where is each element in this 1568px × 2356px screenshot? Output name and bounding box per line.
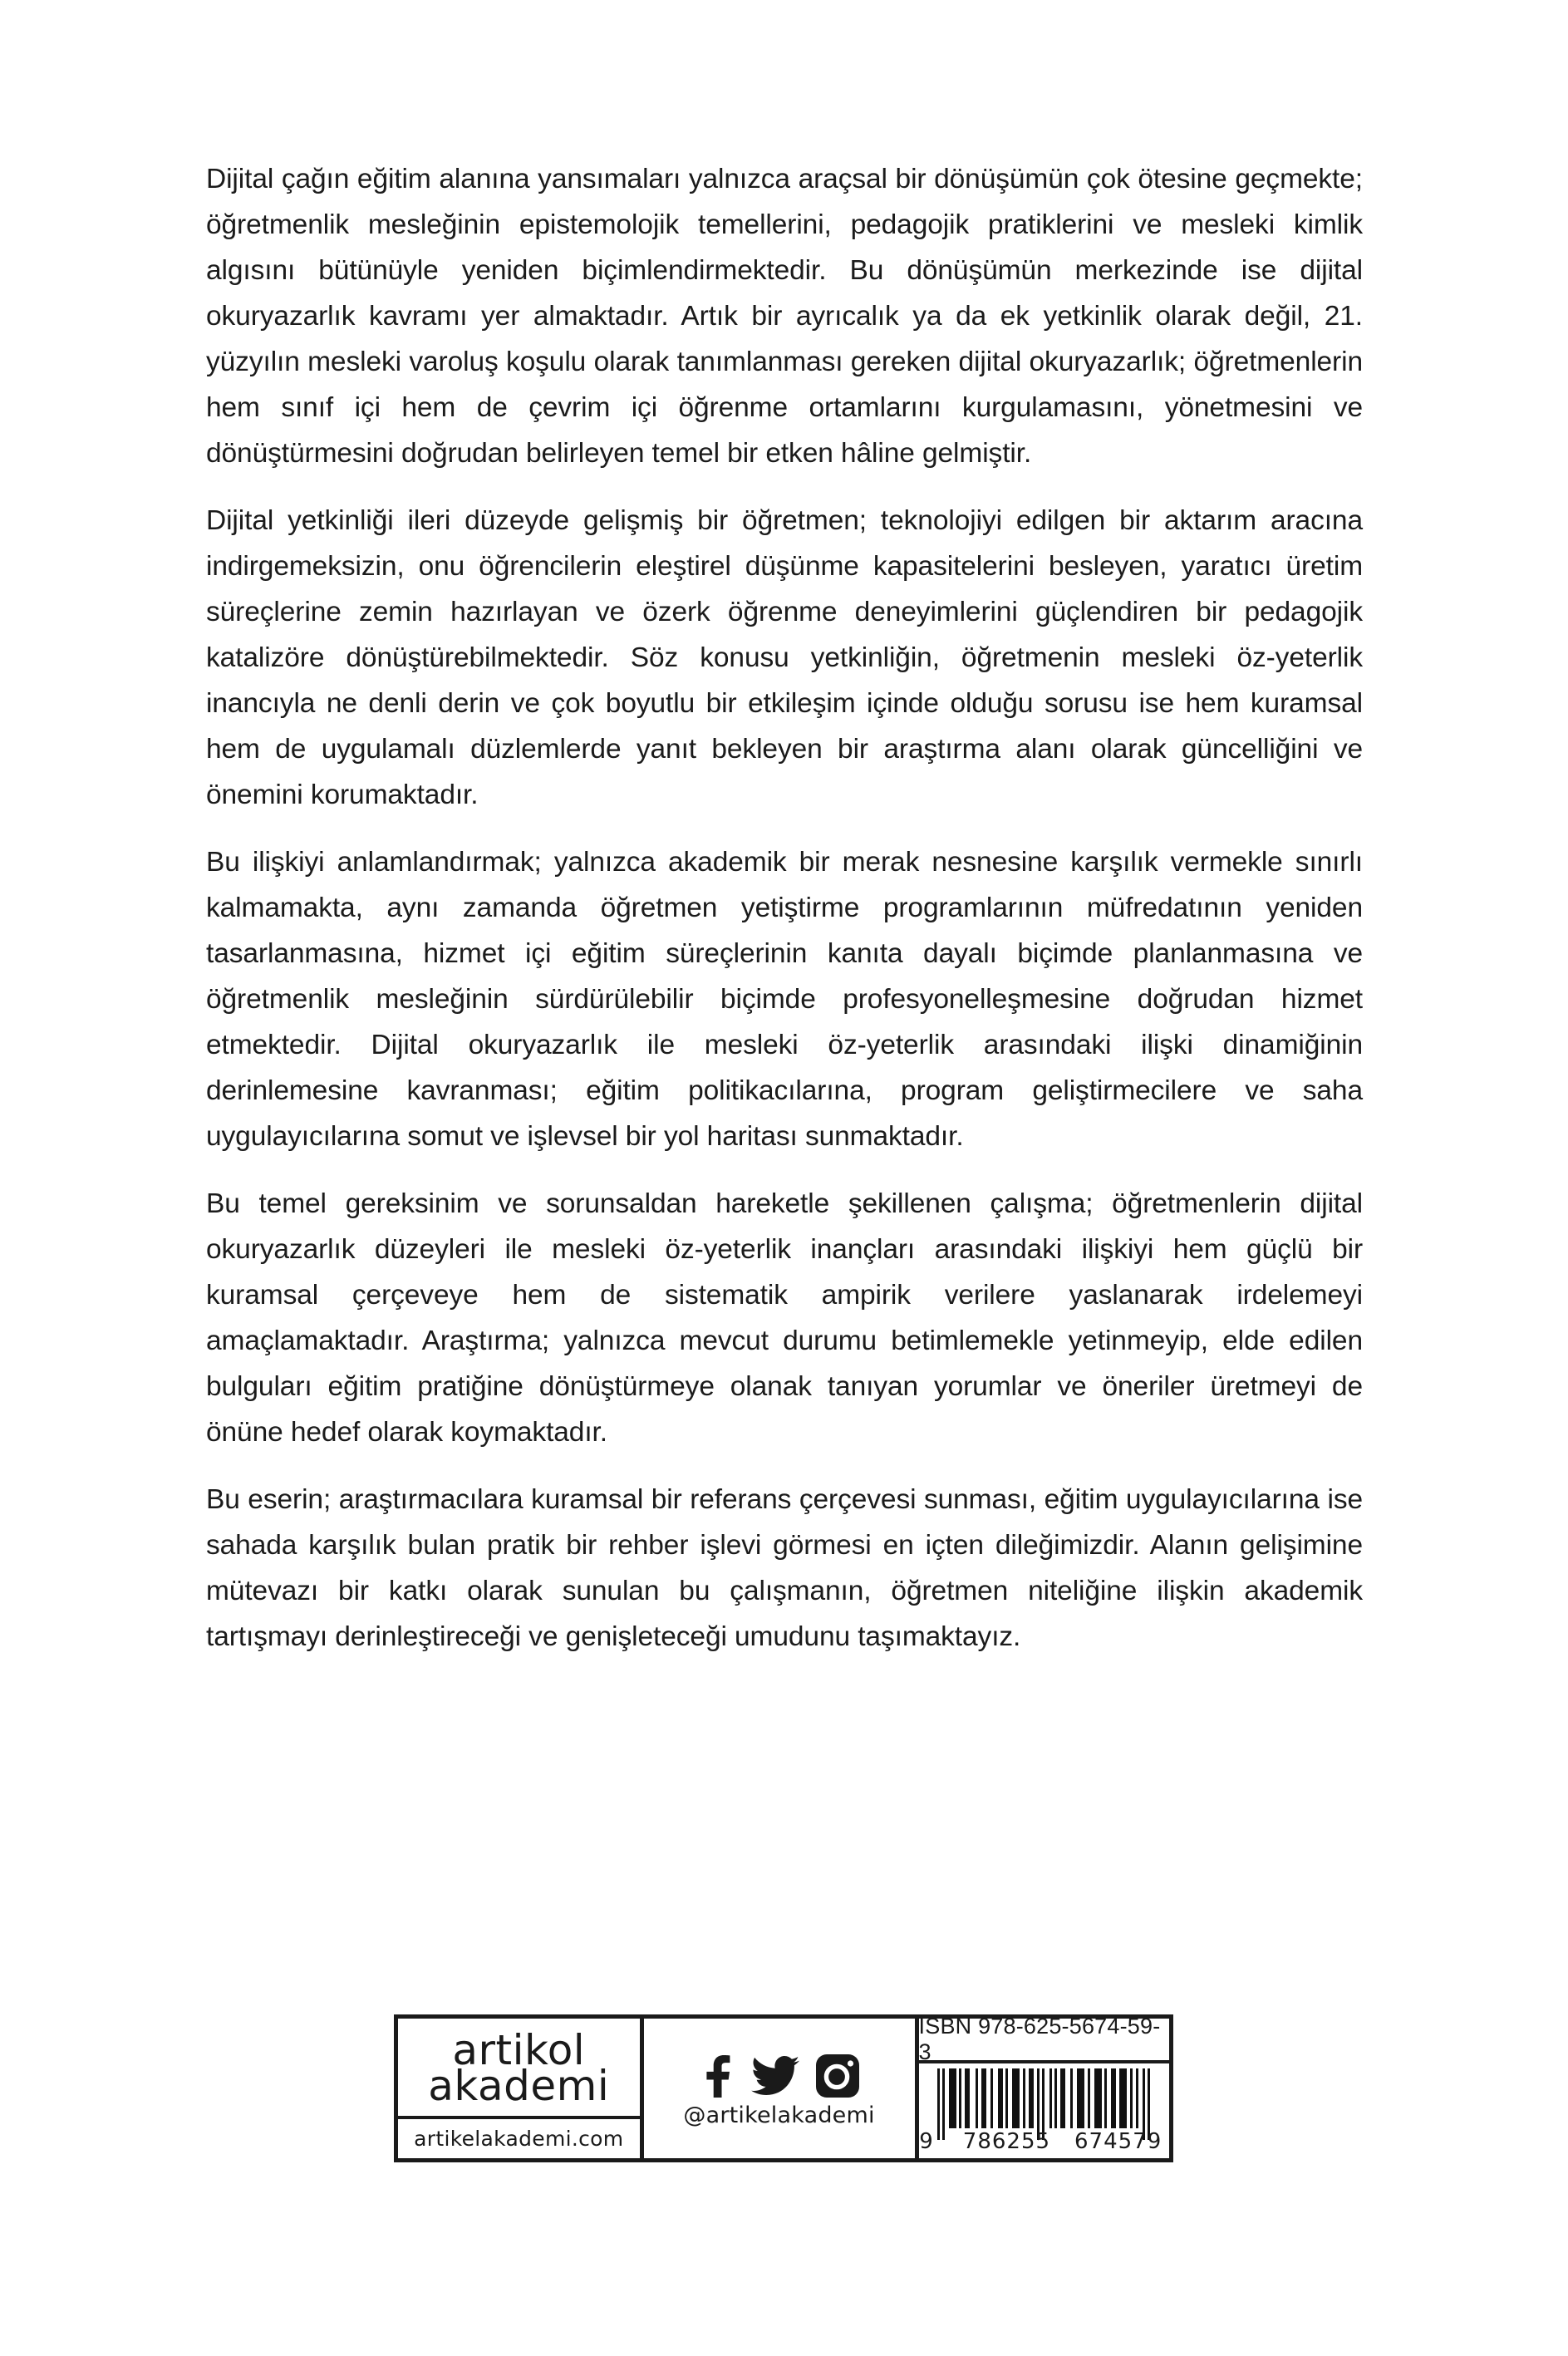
logo-line-akademi: akademi (428, 2062, 610, 2110)
twitter-icon[interactable] (751, 2054, 799, 2098)
facebook-icon[interactable] (700, 2054, 735, 2098)
social-icon-row (700, 2054, 859, 2098)
isbn-cell (918, 2014, 1169, 2158)
publisher-logo (398, 2019, 640, 2119)
paragraph-1: Dijital çağın eğitim alanına yansımaları yalnızca araçsal bir dönüşümün çok ötesine geçmekte; öğretmenlik mesleğinin epistemolojik temellerini, pedagojik pratiklerini ve mesleki kimlik algısını bütünüyle yeniden biçimlendirmektedir. Bu dönüşümün merkezinde ise dijital okuryazarlık kavramı yer almaktadır. Artık bir ayrıcalık ya da ek yetkinlik olarak değil, 21. yüzyılın mesleki varoluş koşulu olarak tanımlanması gereken dijital okuryazarlık; öğretmenlerin hem sınıf içi hem de çevrim içi öğrenme ortamlarını kurgulamasını, yönetmesini ve dönüştürmesini doğrudan belirleyen temel bir etken hâline gelmiştir. (206, 164, 1363, 469)
barcode-digits-right: 674579 (1074, 2129, 1162, 2154)
instagram-icon[interactable] (816, 2054, 859, 2098)
social-media-cell (644, 2019, 919, 2158)
publisher-footer-strip (394, 2014, 1173, 2162)
barcode-digit-prefix: 9 (919, 2129, 934, 2154)
isbn-label: ISBN 978-625-5674-59-3 (919, 2019, 1169, 2063)
paragraph-4: Bu temel gereksinim ve sorunsaldan hareketle şekillenen çalışma; öğretmenlerin dijital okuryazarlık düzeyleri ile mesleki öz-yeterlik inançları arasındaki ilişkiyi hem güçlü bir kuramsal çerçeveye hem de sistematik ampirik verilere yaslanarak irdelemeyi amaçlamaktadır. Araştırma; yalnızca mevcut durumu betimlemekle yetinmeyip, elde edilen bulguları eğitim pratiğine dönüştürmeye olanak tanıyan yorumlar ve öneriler üretmeyi de önüne hedef olarak koymaktadır. (206, 1188, 1363, 1448)
publisher-website[interactable]: artikelakademi.com (414, 2127, 624, 2151)
barcode-bars-icon (919, 2068, 1168, 2148)
logo-line-artikol: artikol (452, 2026, 586, 2074)
isbn-barcode (919, 2063, 1169, 2158)
paragraph-2: Dijital yetkinliği ileri düzeyde gelişmiş bir öğretmen; teknolojiyi edilgen bir aktarım aracına indirgemeksizin, onu öğrencilerin eleştirel düşünme kapasitelerini besleyen, yaratıcı üretim süreçlerine zemin hazırlayan ve özerk öğrenme deneyimlerini güçlendiren bir pedagojik katalizöre dönüştürebilmektedir. Söz konusu yetkinliğin, öğretmenin mesleki öz-yeterlik inancıyla ne denli derin ve çok boyutlu bir etkileşim içinde olduğu sorusu ise hem kuramsal hem de uygulamalı düzlemlerde yanıt bekleyen bir araştırma alanı olarak güncelliğini ve önemini korumaktadır. (206, 505, 1363, 810)
body-text-column (206, 156, 1363, 1660)
paragraph-3: Bu ilişkiyi anlamlandırmak; yalnızca akademik bir merak nesnesine karşılık vermekle sınırlı kalmamakta, aynı zamanda öğretmen yetiştirme programlarının müfredatının yeniden tasarlanmasına, hizmet içi eğitim süreçlerinin kanıta dayalı biçimde planlanmasına ve öğretmenlik mesleğinin sürdürülebilir biçimde profesyonelleşmesine doğrudan hizmet etmektedir. Dijital okuryazarlık ile mesleki öz-yeterlik arasındaki ilişki dinamiğinin derinlemesine kavranması; eğitim politikacılarına, program geliştirmecilere ve saha uygulayıcılarına somut ve işlevsel bir yol haritası sunmaktadır. (206, 847, 1363, 1152)
barcode-digits-left: 786255 (962, 2129, 1051, 2154)
publisher-brand-cell (398, 2019, 644, 2158)
social-handle: @artikelakademi (683, 2102, 875, 2128)
paragraph-5: Bu eserin; araştırmacılara kuramsal bir referans çerçevesi sunması, eğitim uygulayıcılarına ise sahada karşılık bulan pratik bir rehber işlevi görmesi en içten dileğimizdir. Alanın gelişimine mütevazı bir katkı olarak sunulan bu çalışmanın, öğretmen niteliğine ilişkin akademik tartışmayı derinleştireceği ve genişleteceği umudunu taşımaktayız. (206, 1484, 1363, 1652)
